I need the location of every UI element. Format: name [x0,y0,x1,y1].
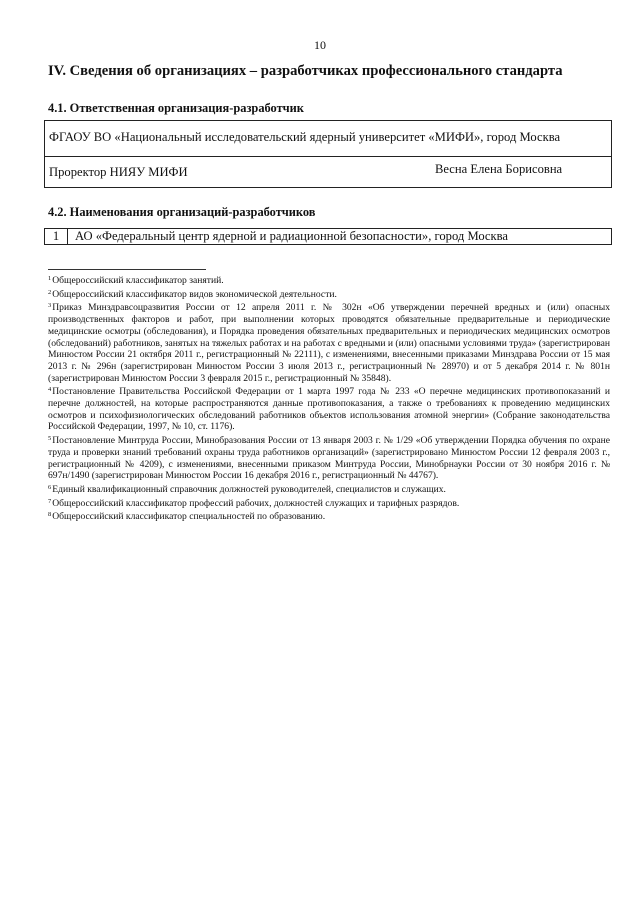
developer-org-number: 1 [45,229,68,244]
footnote-mark: 5 [48,435,52,443]
responsible-org-heading: 4.1. Ответственная организация-разработчик [48,101,304,115]
section-title: IV. Сведения об организациях – разработчиках профессионального стандарта [48,63,563,79]
developer-org-row [44,228,612,245]
footnote-text: Общероссийский классификатор видов экономической деятельности. [52,288,337,300]
footnote-text: Постановление Правительства Российской Федерации от 1 марта 1997 года № 233 «О перечне медицинских противопоказаний и перечне должностей, на которые распространяются данные противопоказания, а также о требованиях к проведению медицинских осмотров и психофизиологических обследований работников объектов использования атомной энергии» (Собрание законодательства Российской Федерации, 1997, № 10, ст. 1176). [48,386,610,433]
responsible-position: Проректор НИЯУ МИФИ [49,165,188,179]
footnote [48,384,610,433]
responsible-org-box [44,120,612,156]
footnote-text: Приказ Минздравсоцразвития России от 12 апреля 2011 г. № 302н «Об утверждении перечней вредных и (или) опасных производственных факторов и работ, при выполнении которых проводятся обязательные предварительные и периодические медицинские осмотры (обследования), и Порядка проведения обязательных предварительных и периодических медицинских осмотров (обследований) работников, занятых на тяжелых работах и на работах с вредными и (или) опасными условиями труда» (зарегистрирован Минюстом России 21 октября 2011 г., регистрационный № 22111), с изменениями, внесенными приказами Минздрава России от 15 мая 2013 г. № 296н (зарегистрирован Минюстом России 3 июля 2013 г., регистрационный № 28970) и от 5 декабря 2014 г. № 801н (зарегистрирован Минюстом России 3 февраля 2015 г., регистрационный № 35848). [48,302,610,384]
responsible-person-name: Весна Елена Борисовна [435,162,563,176]
footnote-mark: 7 [48,497,52,505]
footnote [48,509,610,523]
footnote [48,482,610,496]
footnote-text: Общероссийский классификатор специальностей по образованию. [52,511,326,523]
footnote-mark: 3 [48,302,52,310]
page-number: 10 [314,38,326,52]
responsible-person-box [44,156,612,188]
footnote-text: Единый квалификационный справочник должностей руководителей, специалистов и служащих. [52,483,446,495]
developer-org-name: АО «Федеральный центр ядерной и радиационной безопасности», город Москва [75,229,509,243]
developer-orgs-heading: 4.2. Наименования организаций-разработчиков [48,205,316,219]
footnote [48,496,610,510]
footnote [48,433,610,482]
footnote-mark: 8 [48,511,52,519]
footnote [48,300,610,384]
footnote-mark: 2 [48,288,52,296]
footnote-text: Постановление Минтруда России, Минобразования России от 13 января 2003 г. № 1/29 «Об утверждении Порядка обучения по охране труда и проверки знаний требований охраны труда работников организаций» (зарегистрировано Минюстом России 12 февраля 2003 г., регистрационный № 4209), с изменениями, внесенными приказом Минтруда России, Минобрнауки России от 30 ноября 2016 г. № 697н/1490 (зарегистрирован Минюстом России 16 декабря 2016 г., регистрационный № 44767). [48,435,610,482]
footnote [48,287,610,301]
footnote-text: Общероссийский классификатор профессий рабочих, должностей служащих и тарифных разрядов. [52,497,460,509]
footnote-divider [48,269,206,270]
footnotes [48,273,610,523]
footnote [48,273,610,287]
responsible-org-name: ФГАОУ ВО «Национальный исследовательский ядерный университет «МИФИ», город Москва [49,130,561,144]
footnote-text: Общероссийский классификатор занятий. [52,275,224,286]
footnote-mark: 6 [48,483,52,491]
footnote-mark: 4 [48,386,52,394]
footnote-mark: 1 [48,275,52,282]
